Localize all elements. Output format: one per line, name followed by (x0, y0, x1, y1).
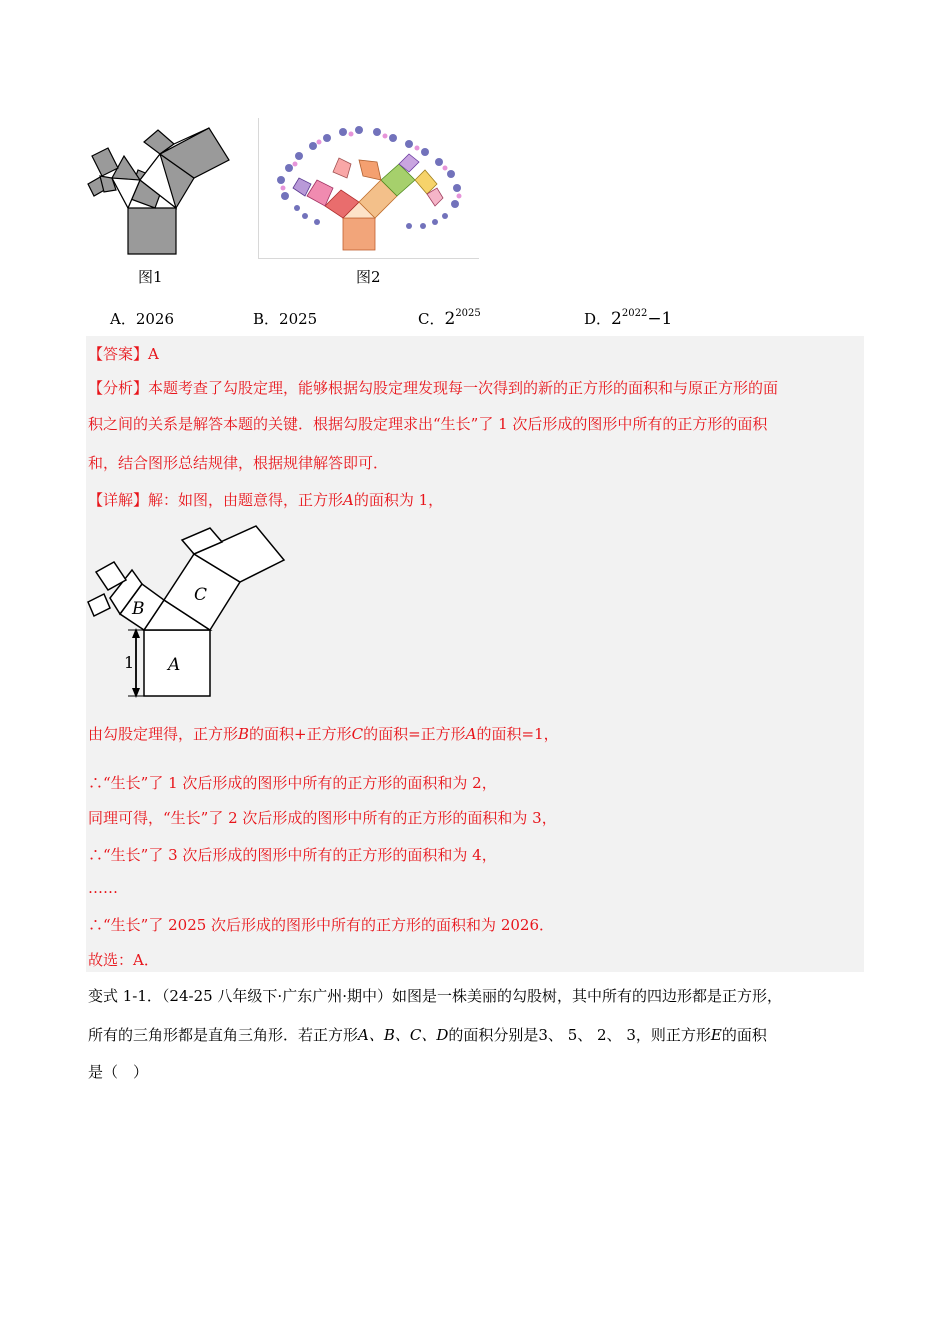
answer-line (88, 344, 159, 364)
answer-value: A (148, 345, 159, 363)
option-c-base: 2 (444, 309, 456, 329)
detail-text-pre: 解：如图，由题意得，正方形 (148, 491, 344, 509)
variant-line-2-end: 的面积 (721, 1026, 767, 1044)
choice-line: 故选：A． (88, 951, 159, 969)
option-c (418, 308, 481, 329)
detail-var-a: A (343, 491, 354, 509)
answer-tag: 【答案】 (88, 345, 149, 363)
derivation-p2: 的面积+正方形 (249, 725, 352, 743)
step-final: ∴“生长”了 2025 次后形成的图形中所有的正方形的面积和为 2026． (88, 916, 554, 934)
step-2: 同理可得，“生长”了 2 次后形成的图形中所有的正方形的面积和为 3， (88, 809, 557, 827)
option-a-text: 2026 (135, 310, 175, 328)
variant-line-2 (88, 1025, 767, 1045)
step-1: ∴“生长”了 1 次后形成的图形中所有的正方形的面积和为 2， (88, 774, 497, 792)
derivation-p3: 的面积=正方形 (363, 725, 466, 743)
derivation-p1: 由勾股定理得，正方形 (88, 725, 239, 743)
variant-vars: A、B、C、D (358, 1026, 449, 1044)
variant-line-1: 变式 1-1．（24-25 八年级下·广东广州·期中）如图是一株美丽的勾股树，其中所有的四边形都是正方形， (88, 987, 782, 1005)
figure-2-caption: 图2 (356, 268, 381, 286)
analysis-tag: 【分析】 (88, 379, 149, 397)
option-b-letter: B． (253, 310, 280, 328)
figure-1-pythagoras-tree (82, 118, 232, 258)
option-c-exponent: 2025 (455, 308, 481, 319)
figure-1-caption: 图1 (138, 268, 163, 286)
detail-text-post: 的面积为 1， (353, 491, 444, 509)
option-b-text: 2025 (279, 310, 318, 328)
variant-var-e: E (710, 1026, 722, 1044)
derivation-line (88, 724, 559, 744)
variant-line-2-pre: 所有的三角形都是直角三角形．若正方形 (88, 1026, 359, 1044)
option-d-letter: D． (584, 310, 612, 328)
step-3: ∴“生长”了 3 次后形成的图形中所有的正方形的面积和为 4， (88, 846, 497, 864)
option-d-base: 2 (611, 309, 622, 329)
derivation-var-b: B (238, 725, 250, 743)
option-a (110, 308, 174, 329)
analysis-line-3: 和，结合图形总结规律，根据规律解答即可． (88, 454, 389, 472)
analysis-line-1 (88, 378, 778, 398)
variant-line-3: 是（ ） (88, 1063, 149, 1081)
analysis-text-1: 本题考查了勾股定理，能够根据勾股定理发现每一次得到的新的正方形的面积和与原正方形的面 (148, 379, 779, 397)
label-b: B (132, 599, 145, 619)
figure-3-labeled-tree (84, 522, 294, 702)
derivation-var-c: C (351, 725, 364, 743)
variant-line-2-post: ，则正方形 (635, 1026, 711, 1044)
option-d-exponent: 2022 (621, 308, 648, 319)
detail-tag: 【详解】 (88, 491, 149, 509)
analysis-line-2: 积之间的关系是解答本题的关键．根据勾股定理求出“生长”了 1 次后形成的图形中所有的正方形的面积 (88, 415, 768, 433)
option-a-letter: A． (110, 310, 136, 328)
label-a: A (168, 655, 181, 675)
step-ellipsis: …… (88, 879, 118, 897)
option-c-letter: C． (418, 310, 445, 328)
derivation-var-a: A (465, 725, 477, 743)
option-b (253, 308, 317, 329)
detail-line-1 (88, 490, 443, 510)
label-side: 1 (124, 653, 135, 672)
variant-line-2-mid: 的面积分别是 (448, 1026, 539, 1044)
option-d-tail: −1 (647, 309, 673, 329)
derivation-p4: 的面积=1， (476, 725, 559, 743)
figure-2-fractal-tree (258, 118, 479, 259)
variant-values: 3、 5、 2、 3 (538, 1026, 636, 1044)
label-c: C (194, 585, 208, 605)
option-d (584, 308, 672, 329)
